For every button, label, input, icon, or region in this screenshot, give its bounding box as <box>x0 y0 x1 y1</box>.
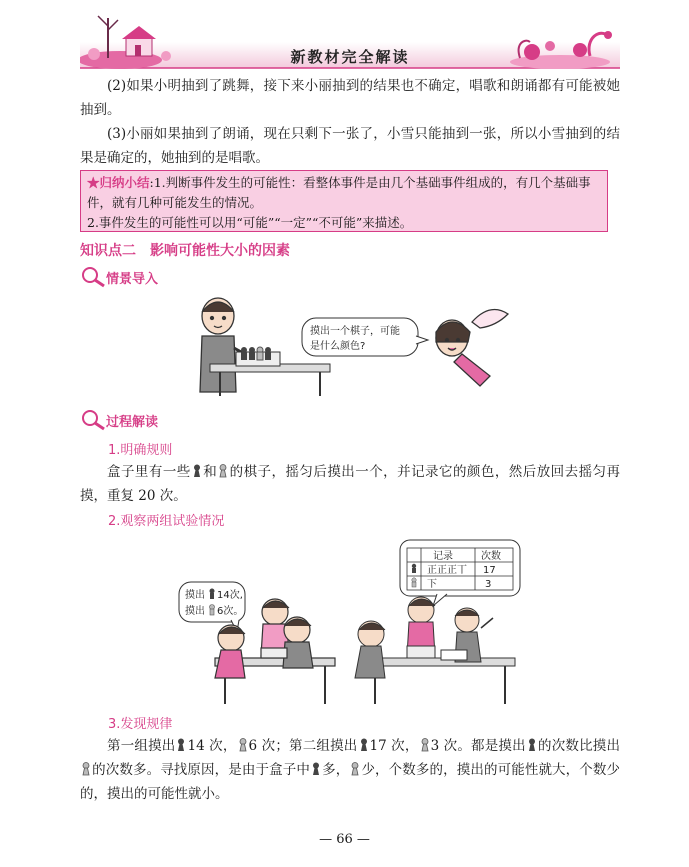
header-title: 新教材完全解读 <box>290 48 410 66</box>
step3-text-c: 6 次；第二组摸出 <box>248 738 358 754</box>
record-header-1: 记录 <box>433 551 453 562</box>
light-pawn-icon <box>210 605 215 616</box>
record-row1-tally: 正正正丅 <box>427 565 467 576</box>
step2-title: 2.观察两组试验情况 <box>108 514 225 529</box>
magnifier-icon <box>80 408 108 432</box>
step3-paragraph <box>80 734 620 806</box>
left-bubble-text-2b: 6次。 <box>217 606 244 617</box>
answer-p2: (2)如果小明抽到了跳舞，接下来小丽抽到的结果也不确定，唱歌和朗诵都有可能被她抽到。 <box>80 78 620 118</box>
record-row2-tally: 下 <box>427 579 437 590</box>
dark-pawn-icon <box>527 738 537 752</box>
light-pawn-icon <box>412 578 416 587</box>
step3-text-g: 的次数多。寻找原因，是由于盒子中 <box>92 762 310 778</box>
page-number: — 66 — <box>319 832 370 847</box>
light-pawn-icon <box>81 762 91 776</box>
left-bubble-text-2a: 摸出 <box>185 606 205 617</box>
magnifier-icon <box>80 265 108 289</box>
answer-p3: (3)小丽如果抽到了朗诵，现在只剩下一张了，小雪只能抽到一张，所以小雪抽到的结果是确定的，她抽到的是唱歌。 <box>80 126 620 166</box>
dark-pawn-icon <box>210 589 215 600</box>
process-title: 过程解读 <box>106 415 159 430</box>
dark-pawn-icon <box>311 762 321 776</box>
step3-title: 3.发现规律 <box>108 717 173 732</box>
record-row1-count: 17 <box>483 565 496 576</box>
scene-intro-illustration <box>190 292 510 400</box>
left-bubble-text-1a: 摸出 <box>185 590 205 601</box>
step3-text-f: 的次数比摸出 <box>537 738 620 754</box>
record-header-2: 次数 <box>481 551 501 562</box>
summary-line2: 2.事件发生的可能性可以用“可能”“一定”“不可能”来描述。 <box>87 215 413 230</box>
summary-label: ★归纳小结 <box>87 175 150 190</box>
step1-text-c: 的棋子，摇匀后摸出一个，并记录它的颜色，然后放回去摇匀再摸，重复 20 次。 <box>80 464 621 504</box>
step1-title: 1.明确规则 <box>108 443 173 458</box>
step3-text-h: 多， <box>321 762 350 778</box>
knowledge-title: 知识点二 影响可能性大小的因素 <box>80 243 290 259</box>
header-banner <box>80 8 620 70</box>
dark-pawn-icon <box>176 738 186 752</box>
step1-text-a: 盒子里有一些 <box>107 464 191 480</box>
dark-pawn-icon <box>412 564 416 573</box>
boy-figure-icon <box>200 298 252 392</box>
angel-girl-icon <box>436 310 508 387</box>
dark-pawn-icon <box>192 464 202 478</box>
left-bubble-text-1b: 14次, <box>217 590 243 601</box>
record-row2-count: 3 <box>485 579 492 590</box>
light-pawn-icon <box>350 762 360 776</box>
scene-bubble-line1: 摸出一个棋子，可能 <box>310 326 400 337</box>
scene-bubble-line2: 是什么颜色? <box>310 341 366 352</box>
prev-answer-block <box>80 74 620 170</box>
scene-intro-title: 情景导入 <box>106 272 159 287</box>
step3-text-d: 17 次， <box>369 738 419 754</box>
step1-text-b: 和 <box>202 464 218 480</box>
light-pawn-icon <box>218 464 228 478</box>
light-pawn-icon <box>420 738 430 752</box>
experiment-illustration <box>175 538 525 708</box>
dark-pawn-icon <box>359 738 369 752</box>
summary-line1: :1.判断事件发生的可能性：看整体事件是由几个基础事件组成的，有几个基础事件，就有几种可能发生的情况。 <box>87 175 591 210</box>
step3-text-e: 3 次。都是摸出 <box>430 738 526 754</box>
step3-text-b: 14 次， <box>187 738 237 754</box>
step1-paragraph <box>80 460 620 508</box>
light-pawn-icon <box>238 738 248 752</box>
summary-box <box>80 170 608 232</box>
group2-children-icon <box>355 597 515 704</box>
step3-text-a: 第一组摸出 <box>107 738 176 754</box>
step3-text-i: 少，个数多的，摸出的可能性就大，个数少的，摸出的可能性就小。 <box>80 762 621 802</box>
